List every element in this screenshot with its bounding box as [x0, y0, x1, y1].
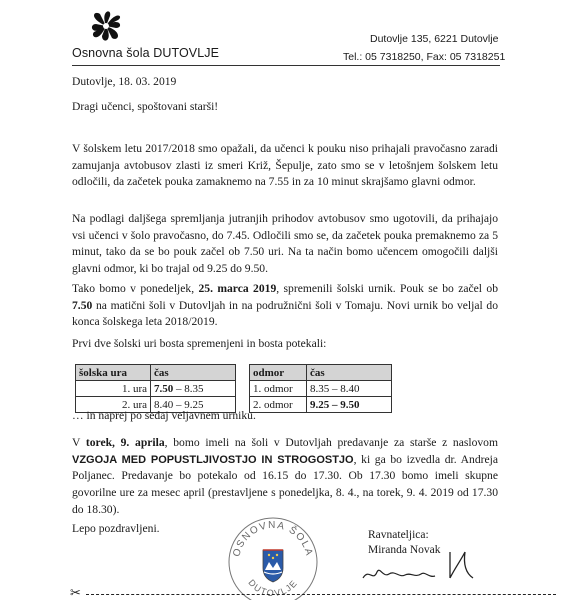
closing: Lepo pozdravljeni.: [72, 522, 160, 535]
lecture-date: torek, 9. aprila: [85, 436, 165, 449]
break-time-cell: 8.35 – 8.40: [307, 381, 392, 397]
signature-label: Ravnateljica:: [368, 529, 429, 541]
stamp-text-top: OSNOVNA ŠOLA: [231, 519, 315, 558]
header-lesson: šolska ura: [76, 365, 151, 381]
after-table-note: … in naprej po sedaj veljavnem urniku.: [72, 409, 256, 422]
coat-of-arms-icon: [263, 550, 283, 582]
date-line: Dutovlje, 18. 03. 2019: [72, 75, 177, 88]
lesson-cell: 2. ura: [76, 397, 151, 413]
break-cell: 2. odmor: [250, 397, 307, 413]
break-time-cell: 9.25 – 9.50: [307, 397, 392, 413]
signature-name: Miranda Novak: [368, 544, 441, 556]
table-intro: Prvi dve šolski uri bosta spremenjeni in bosta potekali:: [72, 337, 327, 350]
lesson-cell: 1. ura: [76, 381, 151, 397]
paragraph-2: Na podlagi daljšega spremljanja jutranjih prihodov avtobusov smo ugotovili, da prihajajo vsi učenci v šolo pravočasno, do 7.45. Odločili smo se, da začetek pouka premaknemo za 5 minut, tako da se bo pouk začel ob 7.50 uri. Na ta način bomo učencem omogočili daljši glavni odmor, ki bo trajal od 9.25 do 9.50.: [72, 212, 498, 276]
lecture-title: VZGOJA MED POPUSTLJIVOSTJO IN STROGOSTJO: [72, 453, 354, 466]
header-break-time: čas: [307, 365, 392, 381]
paragraph-4: V torek, 9. aprila, bomo imeli na šoli v Dutovljah predavanje za starše z naslovom VZGOJA MED POPUSTLJIVOSTJO IN STROGOSTJO, ki ga bo izvedla dr. Andreja Poljanec. Predavanje bo potekalo od 16.15 do 17.30. Ob 17.30 bomo imeli skupne govorilne ure za mesec april (prestavljene s ponedeljka, 8. 4., na torek, 9. 4. 2019 od 17.30 do 18.30).: [72, 436, 498, 516]
table-row: [76, 381, 392, 397]
header-time: čas: [151, 365, 236, 381]
time-cell: 8.40 – 9.25: [151, 397, 236, 413]
schedule-table: [75, 364, 392, 413]
table-header-row: [76, 365, 392, 381]
paragraph-1: V šolskem letu 2017/2018 smo opažali, da učenci k pouku niso prihajali pravočasno zaradi zamujanja avtobusov zlasti iz smeri Križ, Šepulje, zato smo se v letošnjem šolskem letu odločili, da začetek pouka zamaknemo na 7.55 in za 10 minut skrajšamo glavni odmor.: [72, 142, 498, 189]
break-cell: 1. odmor: [250, 381, 307, 397]
header-divider: [72, 65, 500, 66]
stamp-text-bottom: DUTOVLJE: [246, 577, 300, 599]
school-stamp: [225, 510, 321, 605]
change-date: 25. marca 2019: [198, 282, 277, 295]
school-name: Osnovna šola DUTOVLJE: [72, 46, 220, 60]
greeting: Dragi učenci, spoštovani starši!: [72, 100, 219, 113]
school-contact: Tel.: 05 7318250, Fax: 05 7318251: [343, 51, 506, 63]
cut-line: [86, 594, 556, 595]
school-logo: [86, 6, 126, 46]
handwritten-signature: [355, 548, 485, 593]
time-cell: 7.50 – 8.35: [151, 381, 236, 397]
header-break: odmor: [250, 365, 307, 381]
school-address: Dutovlje 135, 6221 Dutovlje: [370, 33, 499, 45]
start-time: 7.50: [72, 298, 93, 312]
paragraph-3: Tako bomo v ponedeljek, 25. marca 2019, spremenili šolski urnik. Pouk se bo začel ob 7.50 na matični šoli v Dutovljah in na podružnični šoli v Tomaju. Novi urnik bo veljal do konca šolskega leta 2018/2019.: [72, 282, 498, 329]
scissors-icon: ✂: [70, 585, 81, 600]
